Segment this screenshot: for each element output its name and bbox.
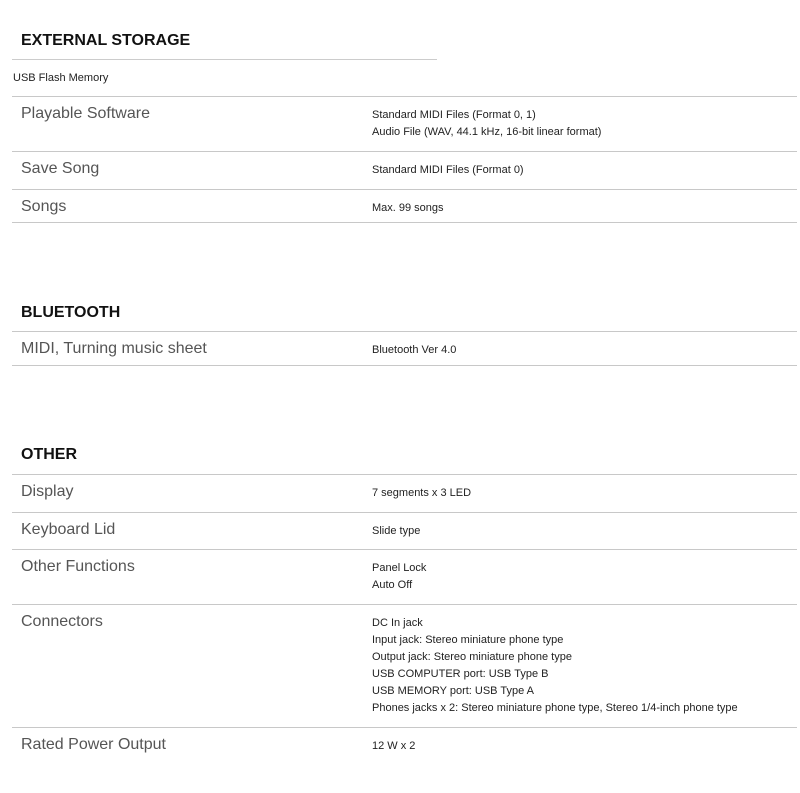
section-title: BLUETOOTH: [21, 304, 121, 321]
spec-label: MIDI, Turning music sheet: [21, 340, 207, 357]
spec-values: [372, 332, 797, 365]
spec-label: Keyboard Lid: [21, 521, 116, 538]
spec-row: [12, 96, 797, 151]
section-external-storage: [12, 27, 797, 223]
spec-value: Standard MIDI Files (Format 0, 1): [372, 109, 536, 121]
spec-values: [372, 513, 797, 549]
spec-value: Standard MIDI Files (Format 0): [372, 164, 524, 176]
spec-row: [12, 549, 797, 604]
spec-row: [12, 727, 797, 767]
spec-value: Input jack: Stereo miniature phone type: [372, 634, 564, 646]
spec-value: USB MEMORY port: USB Type A: [372, 685, 535, 697]
spec-value: Max. 99 songs: [372, 202, 444, 214]
spec-values: [372, 97, 797, 151]
spec-row: [12, 331, 797, 366]
spec-row: [12, 151, 797, 189]
spec-label: Rated Power Output: [21, 736, 166, 753]
spec-value: USB COMPUTER port: USB Type B: [372, 668, 549, 680]
spec-values: [372, 152, 797, 189]
spec-value: Bluetooth Ver 4.0: [372, 344, 457, 356]
spec-value: 7 segments x 3 LED: [372, 487, 472, 499]
spec-label: Display: [21, 483, 74, 500]
spec-value: Slide type: [372, 525, 421, 537]
spec-value: DC In jack: [372, 617, 423, 629]
spec-row: [12, 512, 797, 549]
spec-values: [372, 475, 797, 512]
spec-label: Other Functions: [21, 558, 135, 575]
spec-values: [372, 190, 797, 222]
spec-value: Auto Off: [372, 579, 413, 591]
spec-row: [12, 604, 797, 727]
spec-row: [12, 189, 797, 223]
spec-values: [372, 728, 797, 767]
section-subtitle: USB Flash Memory: [13, 72, 109, 84]
spec-value: Phones jacks x 2: Stereo miniature phone type, Stereo 1/4-inch phone type: [372, 702, 738, 714]
section-bluetooth: [12, 299, 797, 366]
section-title: EXTERNAL STORAGE: [21, 32, 191, 49]
spec-label: Playable Software: [21, 105, 150, 122]
spec-label: Save Song: [21, 160, 100, 177]
section-title: OTHER: [21, 446, 77, 463]
spec-values: [372, 550, 797, 604]
spec-row: [12, 474, 797, 512]
spec-value: Output jack: Stereo miniature phone type: [372, 651, 572, 663]
spec-label: Connectors: [21, 613, 103, 630]
spec-label: Songs: [21, 198, 67, 215]
spec-value: Panel Lock: [372, 562, 427, 574]
spec-values: [372, 605, 797, 727]
spec-value: Audio File (WAV, 44.1 kHz, 16-bit linear format): [372, 126, 602, 138]
section-other: [12, 441, 797, 767]
spec-value: 12 W x 2: [372, 740, 416, 752]
